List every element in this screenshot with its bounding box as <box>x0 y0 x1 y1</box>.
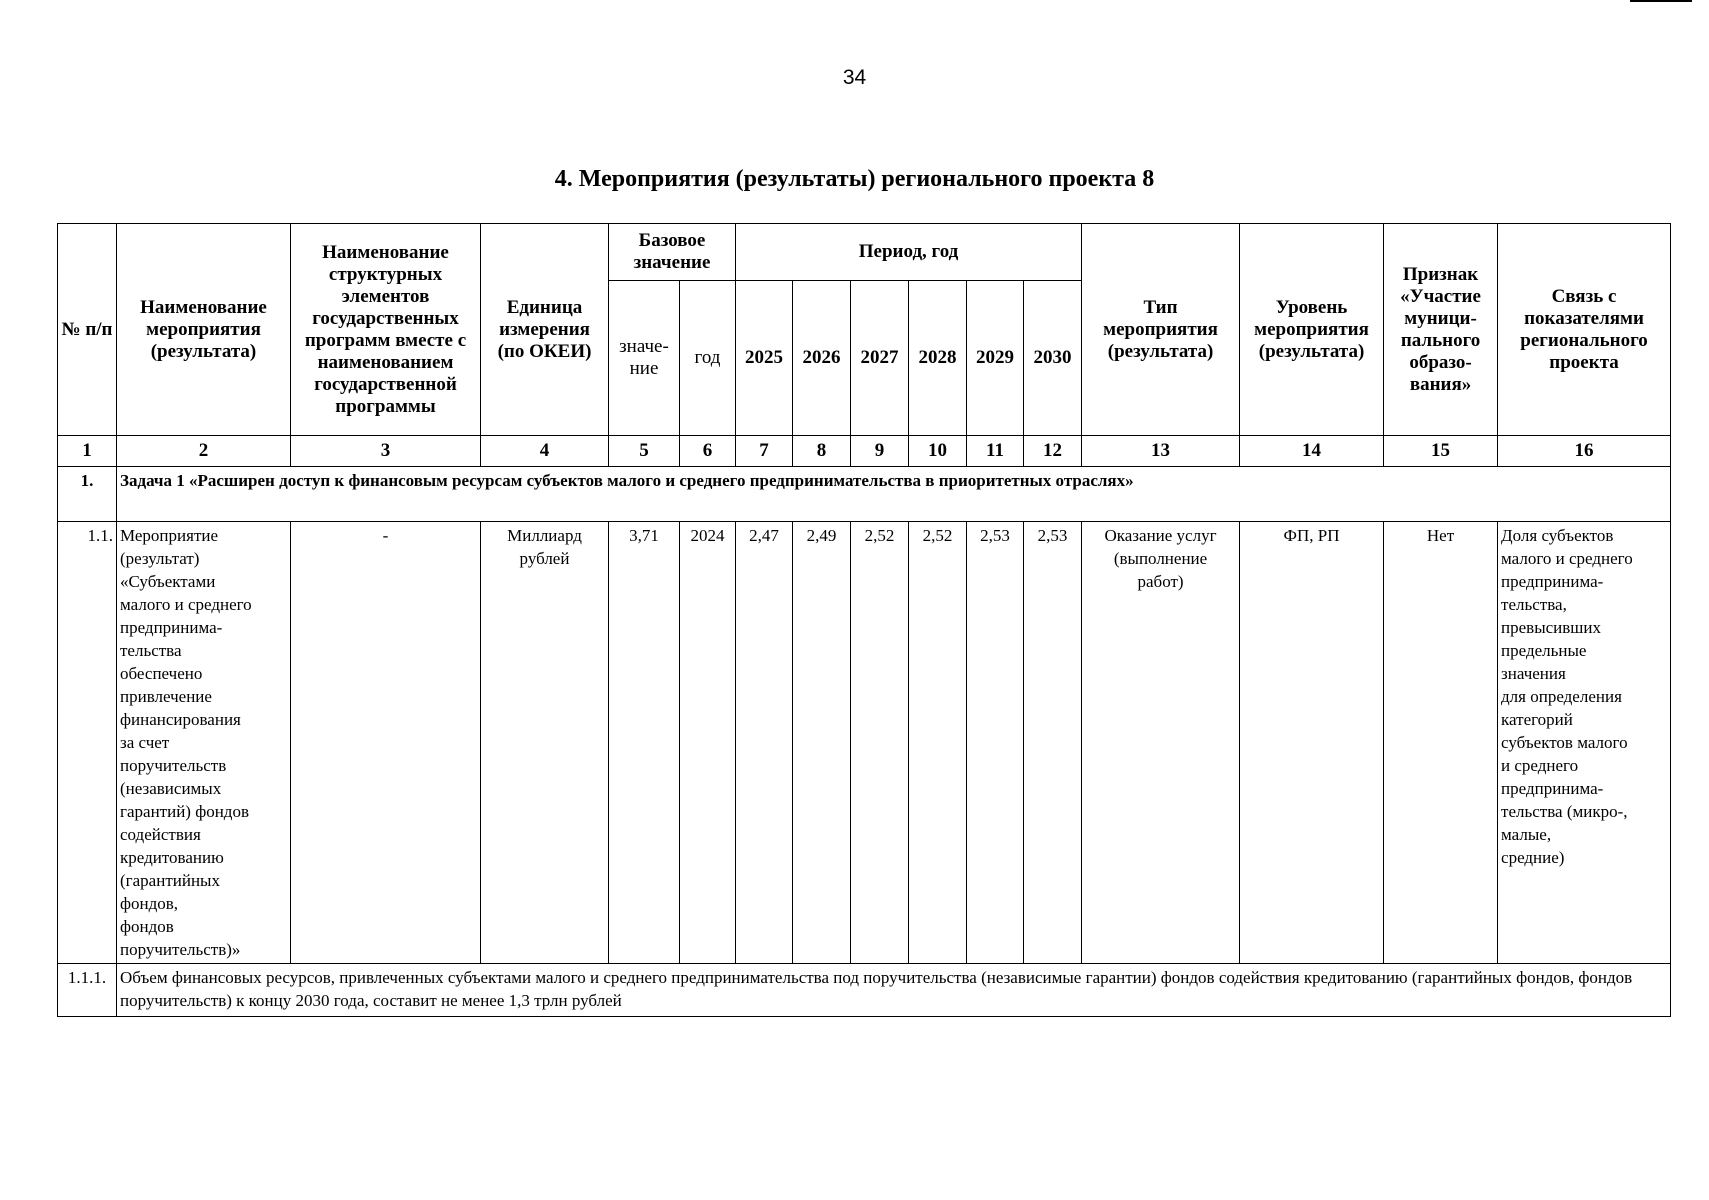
header-structural-elements: Наименование структурных элементов государственных программ вместе с наименованием государственной программы <box>291 224 481 436</box>
task-text: Задача 1 «Расширен доступ к финансовым ресурсам субъектов малого и среднего предпринимательства в приоритетных отраслях» <box>117 467 1671 522</box>
result-row <box>58 964 1671 1017</box>
column-number: 6 <box>680 436 736 467</box>
base-year: 2024 <box>680 522 736 964</box>
header-municipal: Признак «Участие муници- пального образо- вания» <box>1384 224 1498 436</box>
column-number: 3 <box>291 436 481 467</box>
header-year-2027: 2027 <box>851 281 909 436</box>
header-type: Тип мероприятия (результата) <box>1082 224 1240 436</box>
column-number: 8 <box>793 436 851 467</box>
result-number: 1.1.1. <box>58 964 117 1017</box>
header-num: № п/п <box>58 224 117 436</box>
header-measure-name: Наименование мероприятия (результата) <box>117 224 291 436</box>
base-value: 3,71 <box>609 522 680 964</box>
page-title: 4. Мероприятия (результаты) регионального проекта 8 <box>554 166 1155 192</box>
column-number: 16 <box>1498 436 1671 467</box>
header-base-group: Базовое значение <box>609 224 736 281</box>
table-row <box>58 522 1671 964</box>
task-number: 1. <box>58 467 117 522</box>
header-year-2030: 2030 <box>1024 281 1082 436</box>
measure-name: Мероприятие (результат) «Субъектами малого и среднего предпринима- тельства обеспечено привлечение финансирования за счет поручительств (независимых гарантий) фондов содействия кредитованию (гарантийных фондов, фондов поручительств)» <box>117 522 291 964</box>
header-base-value: значе- ние <box>609 281 680 436</box>
row-number: 1.1. <box>58 522 117 964</box>
value-2028: 2,52 <box>909 522 967 964</box>
header-year-2026: 2026 <box>793 281 851 436</box>
result-text: Объем финансовых ресурсов, привлеченных субъектами малого и среднего предпринимательства под поручительства (независимые гарантии) фондов содействия кредитованию (гарантийных фондов, фондов поручительств) к концу 2030 года, составит не менее 1,3 трлн рублей <box>117 964 1671 1017</box>
column-number: 15 <box>1384 436 1498 467</box>
value-2030: 2,53 <box>1024 522 1082 964</box>
indicator-link: Доля субъектов малого и среднего предпринима- тельства, превысивших предельные значения для определения категорий субъектов малого и среднего предпринима- тельства (микро-, малые, средние) <box>1498 522 1671 964</box>
column-number: 14 <box>1240 436 1384 467</box>
structural-elements: - <box>291 522 481 964</box>
header-year-2025: 2025 <box>736 281 793 436</box>
column-number: 12 <box>1024 436 1082 467</box>
header-indicator-link: Связь с показателями регионального проекта <box>1498 224 1671 436</box>
column-number: 1 <box>58 436 117 467</box>
column-number: 7 <box>736 436 793 467</box>
header-level: Уровень мероприятия (результата) <box>1240 224 1384 436</box>
column-number: 4 <box>481 436 609 467</box>
measures-table <box>57 223 1671 1017</box>
scan-edge-mark <box>1630 0 1692 2</box>
header-year-2028: 2028 <box>909 281 967 436</box>
measure-level: ФП, РП <box>1240 522 1384 964</box>
column-number: 11 <box>967 436 1024 467</box>
task-row <box>58 467 1671 522</box>
column-number: 9 <box>851 436 909 467</box>
column-number: 10 <box>909 436 967 467</box>
header-year-2029: 2029 <box>967 281 1024 436</box>
header-base-year: год <box>680 281 736 436</box>
column-number: 5 <box>609 436 680 467</box>
value-2029: 2,53 <box>967 522 1024 964</box>
value-2025: 2,47 <box>736 522 793 964</box>
measure-type: Оказание услуг (выполнение работ) <box>1082 522 1240 964</box>
header-unit: Единица измерения (по ОКЕИ) <box>481 224 609 436</box>
value-2026: 2,49 <box>793 522 851 964</box>
header-period-group: Период, год <box>736 224 1082 281</box>
column-number: 2 <box>117 436 291 467</box>
column-number: 13 <box>1082 436 1240 467</box>
municipal-participation: Нет <box>1384 522 1498 964</box>
value-2027: 2,52 <box>851 522 909 964</box>
unit: Миллиард рублей <box>481 522 609 964</box>
page-number: 34 <box>842 66 867 89</box>
